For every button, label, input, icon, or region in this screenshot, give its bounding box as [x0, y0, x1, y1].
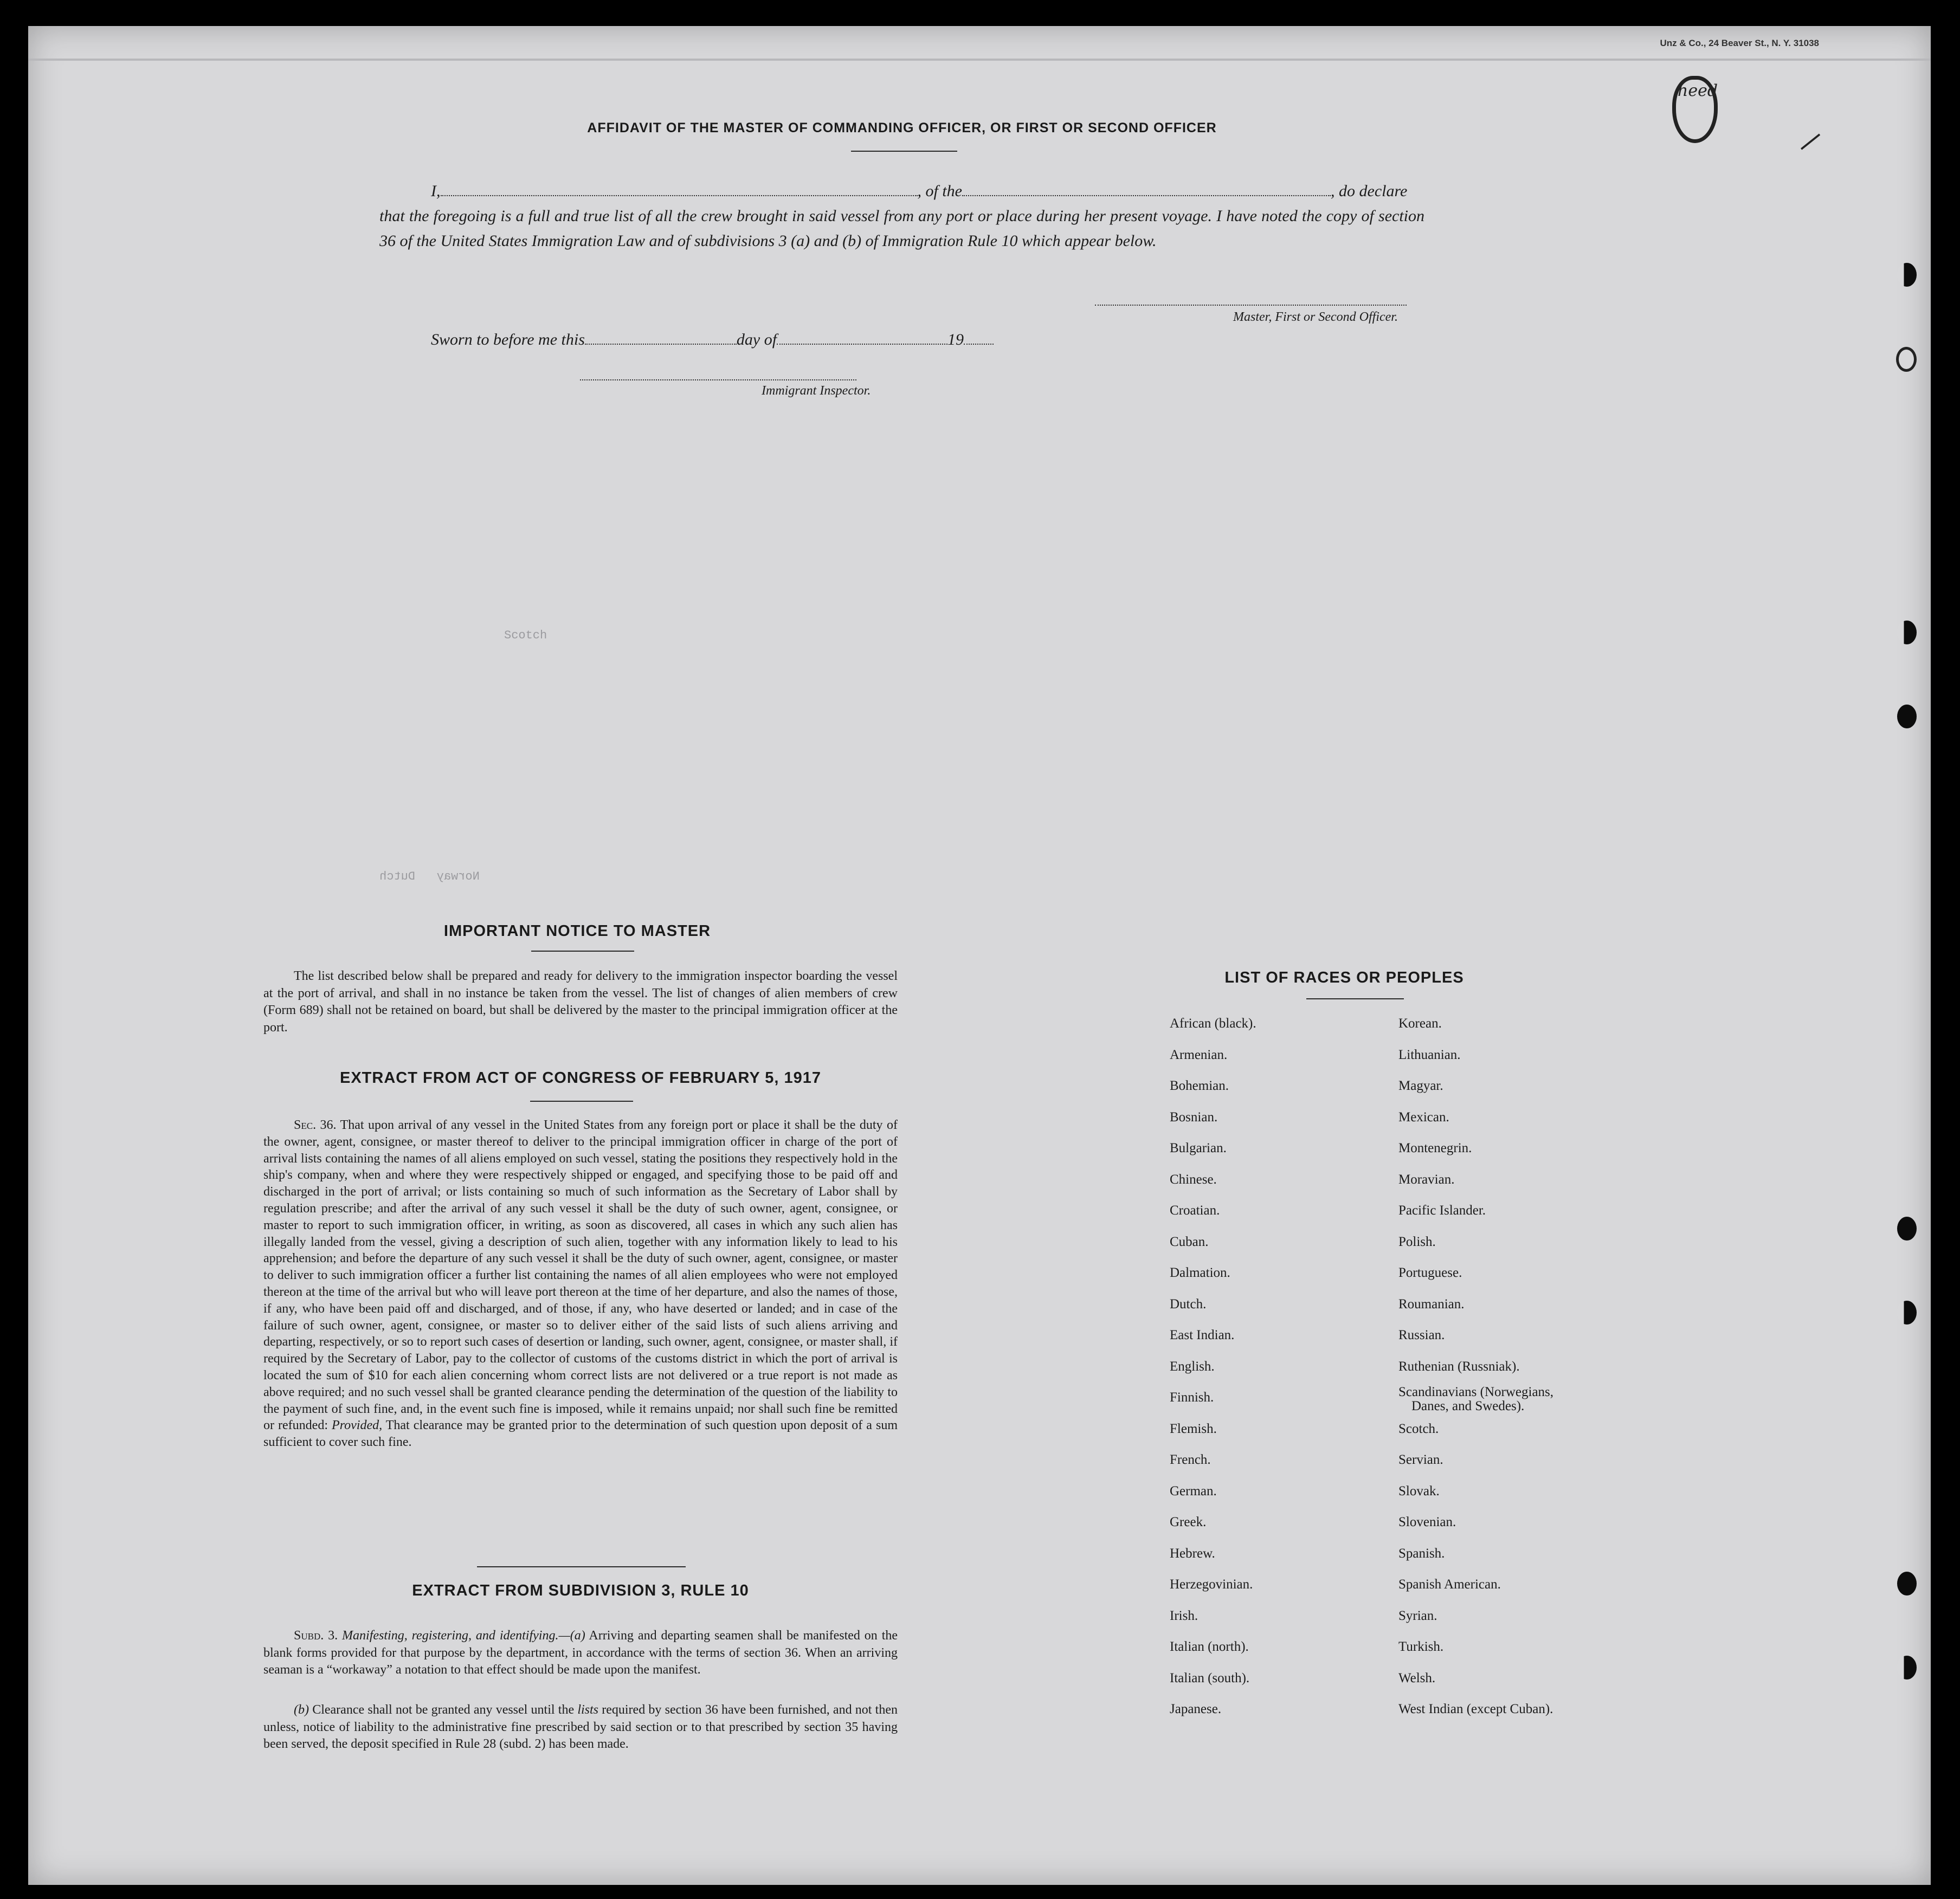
race-item: Irish. — [1170, 1608, 1198, 1623]
rule10-para-b-text-1: Clearance shall not be granted any vessel until the — [312, 1703, 575, 1717]
bleed-through-word: Norway — [436, 870, 480, 883]
notice-body: The list described below shall be prepared and ready for delivery to the immigration inspector boarding the vessel at the port of arrival, and shall in no instance be taken from the vessel. The list of changes of alien members of crew (Form 689) shall not be retained on board, but shall be delivered by the master to the principal immigration officer at the port. — [263, 969, 898, 1035]
race-item: English. — [1170, 1359, 1215, 1374]
race-item: Syrian. — [1398, 1608, 1437, 1623]
race-item: Welsh. — [1398, 1670, 1436, 1685]
punch-hole — [1897, 621, 1917, 644]
inspector-signature-label: Immigrant Inspector. — [762, 384, 871, 398]
rule10-subd-heading: Manifesting, registering, and identifying.—(a) — [342, 1629, 585, 1643]
race-item: Ruthenian (Russniak). — [1398, 1359, 1520, 1374]
sworn-day-blank[interactable] — [585, 344, 737, 345]
race-item: French. — [1170, 1452, 1211, 1467]
affidavit-title: AFFIDAVIT OF THE MASTER OF COMMANDING OFFICER, OR FIRST OR SECOND OFFICER — [587, 120, 1217, 135]
printer-imprint: Unz & Co., 24 Beaver St., N. Y. 31038 — [1660, 38, 1819, 48]
act-provided: Provided, — [332, 1418, 383, 1433]
act-body-text: That upon arrival of any vessel in the United States from any foreign port or place it shall be the duty of the owner, agent, consignee, or master thereof to deliver to the principal immigration officer in charge of the port of arrival lists containing the names of all aliens employed on such vessel, stating the positions they respectively hold in the ship's company, when and where they were respectively shipped or engaged, and specifying those to be paid off and discharged in the port of arrival; or lists containing so much of such information as the Secretary of Labor shall by regulation prescribe; and after the arrival of any such vessel it shall be the duty of such owner, agent, consignee, or master to report to such immigration officer, in writing, as soon as discovered, all cases in which any such alien has illegally landed from the vessel, giving a description of such alien, together with any information likely to lead to his apprehension; and before the departure of any such vessel it shall be the duty of such owner, agent, consignee, or master to deliver to such immigration officer a further list containing the names of all alien employees who were not employed thereon at the time of the arrival but who will leave port thereon at the time of her departure, and also the names of those, if any, who have been paid off and discharged, and of those, if any, who have deserted or landed; and in case of the failure of such owner, agent, consignee, or master so to deliver either of the said lists of such aliens arriving and departing, respectively, or so to report such cases of desertion or landing, such owner, agent, consignee, or master shall, if required by the Secretary of Labor, pay to the collector of customs of the customs district in which the port of arrival is located the sum of $10 for each alien concerning whom correct lists are not delivered or a true report is not made as above required; and no such vessel shall be granted clearance pending the determination of the question of the liability to the payment of such fine, and, in the event such fine is imposed, while it remains unpaid; nor shall such fine be remitted or refunded: — [263, 1118, 898, 1433]
punch-hole — [1897, 1217, 1917, 1241]
affidavit-body: that the foregoing is a full and true list of all the crew brought in said vessel from any port or place during her present voyage. I have noted the copy of section 36 of the United States Immigration Law and of subdivisions 3 (a) and (b) of Immigration Rule 10 which appear below. — [379, 207, 1424, 250]
race-item: Moravian. — [1398, 1172, 1455, 1187]
rule10-para-a-text: Arriving and departing seamen shall be manifested on the blank forms provided for that purpose by the department, in accordance with the terms of section 36. When an arriving seaman is a “workaway” a notation to that effect should be made upon the manifest. — [263, 1629, 898, 1677]
race-item: Dalmation. — [1170, 1265, 1230, 1280]
races-title: LIST OF RACES OR PEOPLES — [1224, 969, 1464, 986]
race-item: Polish. — [1398, 1234, 1436, 1249]
races-title-rule — [1306, 998, 1404, 999]
master-signature-line[interactable] — [1095, 305, 1407, 306]
race-item: Herzegovinian. — [1170, 1577, 1253, 1592]
race-item: Armenian. — [1170, 1047, 1228, 1062]
race-item: West Indian (except Cuban). — [1398, 1702, 1553, 1716]
name-blank[interactable] — [441, 195, 918, 196]
race-item-continuation: Danes, and Swedes). — [1411, 1399, 1525, 1413]
race-item: Italian (south). — [1170, 1670, 1250, 1685]
punch-hole — [1897, 263, 1917, 287]
act-title-rule — [530, 1101, 633, 1102]
affidavit-of-the: , of the — [917, 182, 962, 200]
race-item: Turkish. — [1398, 1639, 1444, 1654]
rule10-para-b-label: (b) — [294, 1703, 309, 1717]
sworn-year: 19 — [947, 331, 964, 348]
race-item: Slovak. — [1398, 1483, 1440, 1498]
punch-hole — [1897, 1301, 1917, 1325]
race-item: Finnish. — [1170, 1390, 1214, 1405]
race-item: Pacific Islander. — [1398, 1203, 1486, 1218]
race-item: Scandinavians (Norwegians, — [1398, 1385, 1554, 1399]
race-item: Mexican. — [1398, 1109, 1449, 1125]
race-item: German. — [1170, 1483, 1217, 1498]
race-item: Japanese. — [1170, 1702, 1222, 1716]
punch-hole — [1897, 1572, 1917, 1596]
act-sec-label: Sec. 36. — [294, 1118, 337, 1132]
fold-line — [28, 59, 1931, 61]
race-item: Hebrew. — [1170, 1546, 1215, 1561]
act-body — [263, 1117, 898, 1451]
inspector-signature-line[interactable] — [580, 379, 856, 380]
handwritten-mark — [1672, 76, 1718, 157]
race-item: Lithuanian. — [1398, 1047, 1461, 1062]
race-item: Servian. — [1398, 1452, 1443, 1467]
rule10-para-a — [263, 1627, 898, 1679]
race-item: Spanish. — [1398, 1546, 1445, 1561]
race-item: Montenegrin. — [1398, 1141, 1472, 1155]
race-item: Greek. — [1170, 1515, 1207, 1529]
race-item: Cuban. — [1170, 1234, 1209, 1249]
race-item: Flemish. — [1170, 1421, 1217, 1436]
act-body-end: That clearance may be granted prior to the determination of such question upon deposit of a sum sufficient to cover such fine. — [263, 1418, 898, 1450]
race-item: Spanish American. — [1398, 1577, 1501, 1592]
notice-title-rule — [531, 951, 634, 952]
rule10-para-b-text-2: required by section 36 have been furnished, and not then unless, notice of liability to the administrative fine prescribed by said section or to that prescribed by section 35 having been served, the deposit specified in Rule 28 (subd. 2) has been made. — [263, 1703, 898, 1751]
rule10-title: EXTRACT FROM SUBDIVISION 3, RULE 10 — [412, 1582, 749, 1599]
race-item: Russian. — [1398, 1328, 1445, 1342]
rule10-subd-label: Subd. 3. — [294, 1629, 338, 1643]
act-title: EXTRACT FROM ACT OF CONGRESS OF FEBRUARY 5, 1917 — [339, 1069, 822, 1087]
sworn-text: Sworn to before me this — [431, 331, 585, 348]
race-item: Roumanian. — [1398, 1296, 1465, 1312]
race-item: Bohemian. — [1170, 1078, 1229, 1093]
bleed-through-text — [379, 870, 480, 883]
notice-title: IMPORTANT NOTICE TO MASTER — [443, 922, 711, 940]
affidavit-title-rule — [851, 151, 957, 152]
race-item: African (black). — [1170, 1016, 1256, 1031]
vessel-blank[interactable] — [962, 195, 1331, 196]
document-sheet — [28, 26, 1931, 1885]
sworn-line — [431, 331, 994, 349]
sworn-month-blank[interactable] — [777, 344, 947, 345]
race-item: Italian (north). — [1170, 1639, 1249, 1654]
race-item: Croatian. — [1170, 1203, 1220, 1218]
handwritten-mark-text: heed — [1678, 81, 1718, 100]
affidavit-do-declare: , do declare — [1331, 182, 1408, 200]
affidavit-i: I, — [431, 182, 441, 200]
bleed-through-text: Scotch — [504, 629, 547, 642]
master-signature-label: Master, First or Second Officer. — [1233, 310, 1398, 324]
race-item: Bosnian. — [1170, 1109, 1218, 1125]
sworn-day-of: day of — [736, 331, 777, 348]
race-item: Scotch. — [1398, 1421, 1439, 1436]
punch-hole — [1897, 1656, 1917, 1680]
punch-hole — [1897, 705, 1917, 728]
affidavit-line-1 — [431, 182, 1407, 201]
act-end-rule — [477, 1566, 686, 1567]
race-item: Bulgarian. — [1170, 1141, 1227, 1155]
race-item: Chinese. — [1170, 1172, 1217, 1187]
race-item: Korean. — [1398, 1016, 1442, 1031]
race-item: Portuguese. — [1398, 1265, 1462, 1280]
punch-hole — [1896, 347, 1917, 372]
race-item: East Indian. — [1170, 1328, 1235, 1342]
rule10-para-b — [263, 1702, 898, 1753]
rule10-para-b-lists: lists — [577, 1703, 599, 1717]
bleed-through-word: Dutch — [379, 870, 416, 883]
race-item: Magyar. — [1398, 1078, 1443, 1093]
race-item: Slovenian. — [1398, 1515, 1456, 1529]
handwritten-tick: ⸝ — [1798, 106, 1820, 157]
race-item: Dutch. — [1170, 1296, 1207, 1312]
sworn-year-blank[interactable] — [964, 344, 994, 345]
